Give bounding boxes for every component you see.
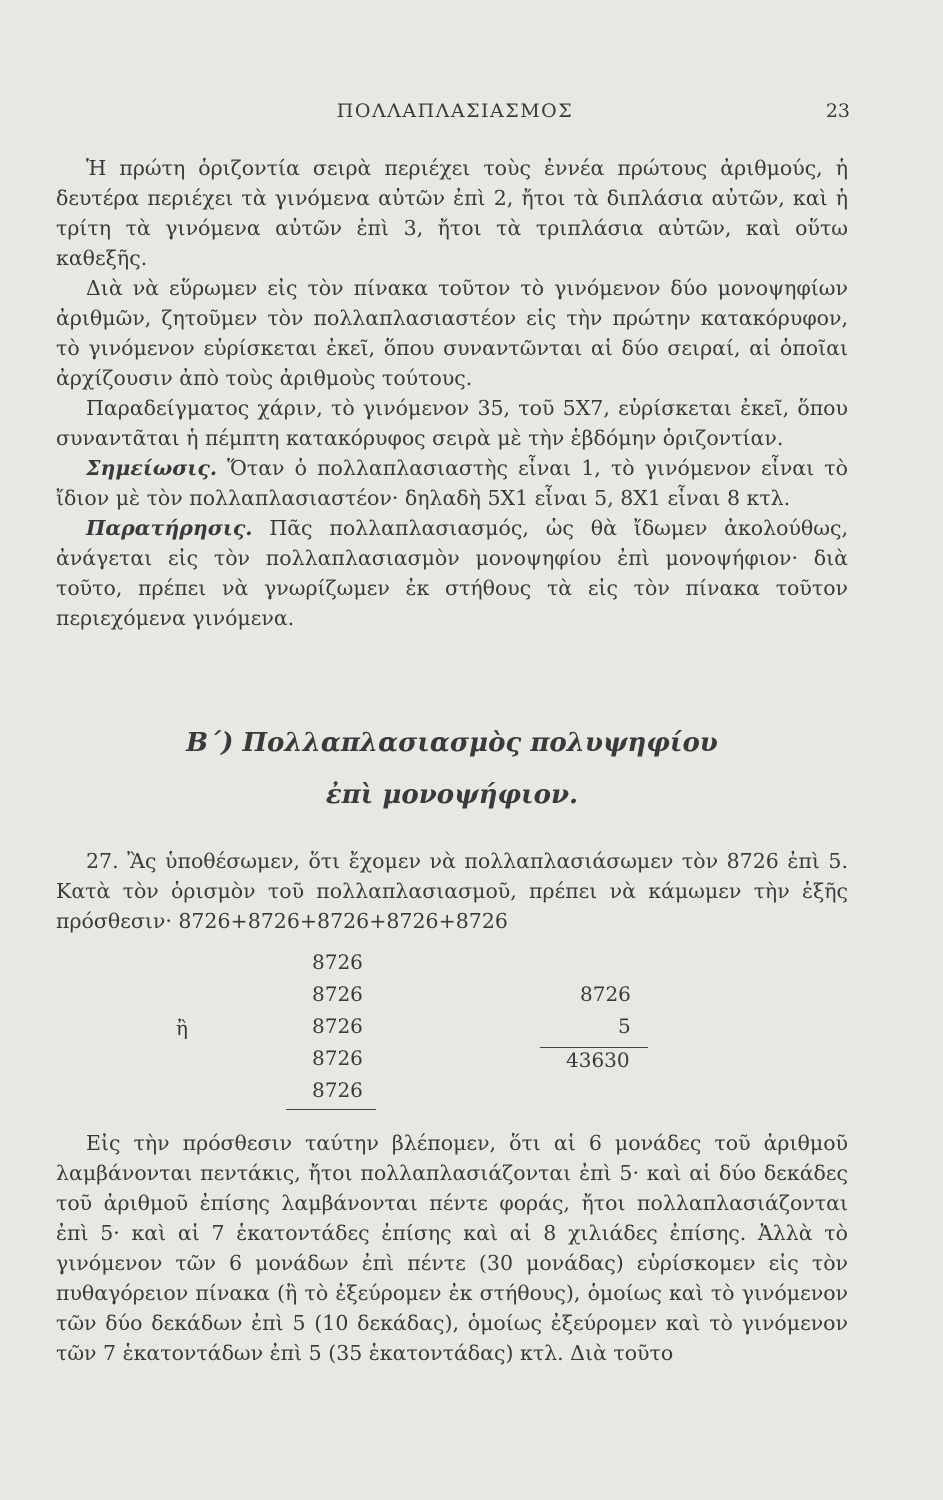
multiplier: 5 xyxy=(618,1014,631,1038)
note-text: Ὅταν ὁ πολλαπλασιαστὴς εἶναι 1, τὸ γινόμενον εἶναι τὸ ἴδιον μὲ τὸν πολλαπλασιαστέον· δηλαδὴ 5Χ1 εἶναι 5, 8Χ1 εἶναι 8 κτλ. xyxy=(56,456,848,510)
section-heading-line2: ἐπὶ μονοψήφιον. xyxy=(325,780,579,810)
page-number: 23 xyxy=(825,100,850,122)
paragraph-final-text: Εἰς τὴν πρόσθεσιν ταύτην βλέπομεν, ὅτι αἱ 6 μονάδες τοῦ ἀριθμοῦ λαμβάνονται πεντάκις, ἤτοι πολλαπλασιάζονται ἐπὶ 5· καὶ αἱ δύο δεκάδες τοῦ ἀριθμοῦ ἐπίσης λαμβάνονται πέντε φοράς, ἤτοι πολλαπλασιάζονται ἐπὶ 5· καὶ αἱ 7 ἑκατοντάδες ἐπίσης καὶ αἱ 8 χιλιάδες ἐπίσης. Ἀλλὰ τὸ γινόμενον τῶν 6 μονάδων ἐπὶ πέντε (30 μονάδας) εὑρίσκομεν εἰς τὸν πυθαγόρειον πίνακα (ἢ τὸ ἐξεύρομεν ἐκ στήθους), ὁμοίως καὶ τὸ γινόμενον τῶν δύο δεκάδων ἐπὶ 5 (10 δεκάδας), ὁμοίως ἐξεύρομεν καὶ τὸ γινόμενον τῶν 7 ἑκατοντάδων ἐπὶ 5 (35 ἑκατοντάδας) κτλ. Διὰ τοῦτο xyxy=(56,1131,848,1365)
or-word: ἢ xyxy=(176,1016,188,1040)
paragraph-note xyxy=(56,453,848,513)
running-title: ΠΟΛΛΑΠΛΑΣΙΑΣΜΟΣ xyxy=(336,100,574,122)
page-header xyxy=(60,96,850,126)
paragraph-rows: Ἡ πρώτη ὁριζοντία σειρὰ περιέχει τοὺς ἐννέα πρώτους ἀριθμούς, ἡ δευτέρα περιέχει τὰ γινόμενα αὐτῶν ἐπὶ 2, ἤτοι τὰ διπλάσια αὐτῶν, καὶ ἡ τρίτη τὰ γινόμενα αὐτῶν ἐπὶ 3, ἤτοι τὰ τριπλάσια αὐτῶν, καὶ οὕτω καθεξῆς. xyxy=(56,156,848,270)
addend-2: 8726 xyxy=(312,982,363,1006)
section-heading-line1: Β΄) Πολλαπλασιασμὸς πολυψηφίου xyxy=(186,728,718,758)
paragraph-example: Παραδείγματος χάριν, τὸ γινόμενον 35, τοῦ 5Χ7, εὑρίσκεται ἐκεῖ, ὅπου συναντᾶται ἡ πέμπτη κατακόρυφος σειρὰ μὲ τὴν ἑβδόμην ὁριζοντίαν. xyxy=(56,396,848,450)
body-text-top xyxy=(56,153,848,633)
addend-3: 8726 xyxy=(312,1014,363,1038)
observation-label: Παρατήρησις. xyxy=(86,516,253,540)
addend-1: 8726 xyxy=(312,950,363,974)
addend-4: 8726 xyxy=(312,1046,363,1070)
observation-text: Πᾶς πολλαπλασιασμός, ὡς θὰ ἴδωμεν ἀκολούθως, ἀνάγεται εἰς τὸν πολλαπλασιασμὸν μονοψηφίου ἐπὶ μονοψήφιον· διὰ τοῦτο, πρέπει νὰ γνωρίζωμεν ἐκ στήθους τὰ εἰς τὸν πίνακα τοῦτον περιεχόμενα γινόμενα. xyxy=(56,516,848,630)
paragraph-final xyxy=(56,1128,848,1368)
sum-rule xyxy=(286,1109,376,1110)
multiplicand: 8726 xyxy=(580,982,631,1006)
addend-5: 8726 xyxy=(312,1078,363,1102)
paragraph-27 xyxy=(56,846,848,936)
paragraph-27-text: 27. Ἂς ὑποθέσωμεν, ὅτι ἔχομεν νὰ πολλαπλασιάσωμεν τὸν 8726 ἐπὶ 5. Κατὰ τὸν ὁρισμὸν τοῦ πολλαπλασιασμοῦ, πρέπει νὰ κάμωμεν τὴν ἑξῆς πρόσθεσιν· 8726+8726+8726+8726+8726 xyxy=(56,849,848,933)
note-label: Σημείωσις. xyxy=(86,456,217,480)
product: 43630 xyxy=(566,1048,630,1072)
paragraph-lookup: Διὰ νὰ εὕρωμεν εἰς τὸν πίνακα τοῦτον τὸ γινόμενον δύο μονοψηφίων ἀριθμῶν, ζητοῦμεν τὸν πολλαπλασιαστέον εἰς τὴν πρώτην κατακόρυφον, τὸ γινόμενον εὑρίσκεται ἐκεῖ, ὅπου συναντῶνται αἱ δύο σειραί, αἱ ὁποῖαι ἀρχίζουσιν ἀπὸ τοὺς ἀριθμοὺς τούτους. xyxy=(56,276,848,390)
paragraph-observation xyxy=(56,513,848,633)
